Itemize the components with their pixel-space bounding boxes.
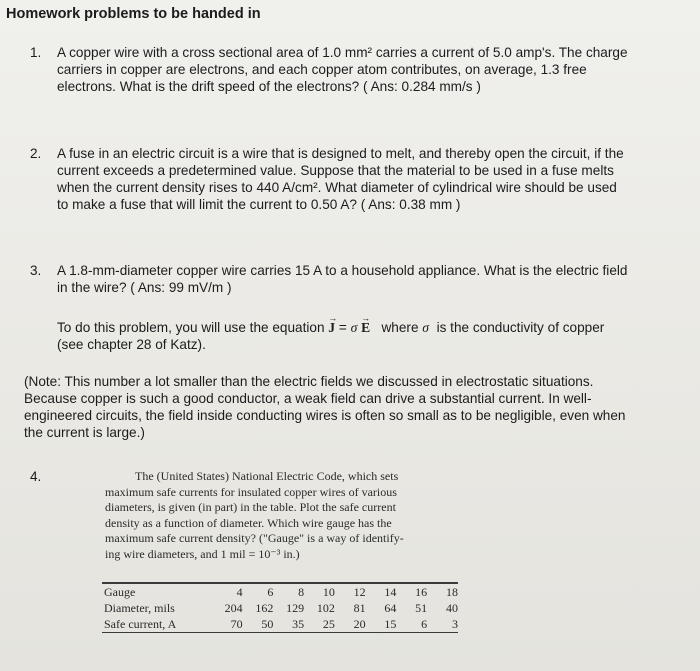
problem-line: to make a fuse that will limit the current to 0.50 A? ( Ans: 0.38 mm ): [57, 197, 461, 212]
current-density-symbol: J →: [328, 320, 335, 335]
table-cell: 204: [224, 601, 243, 615]
table-cell: 14: [384, 585, 397, 599]
method-text: where: [370, 320, 423, 335]
table-cell: 81: [353, 601, 366, 615]
note-line: engineered circuits, the field inside conducting wires is often so small as to be negligible, even when: [24, 408, 626, 423]
method-line: (see chapter 28 of Katz).: [57, 337, 206, 352]
problem-number: 2.: [30, 146, 42, 161]
table-cell: 4: [236, 585, 243, 599]
table-cell: 162: [255, 601, 274, 615]
problem-line: A copper wire with a cross sectional area of 1.0 mm² carries a current of 5.0 amp's. The charge: [57, 45, 628, 60]
excerpt-line: maximum safe current density? ("Gauge" is a way of identify-: [105, 531, 404, 545]
table-cell: 40: [446, 601, 458, 615]
row-label: Gauge: [104, 585, 136, 599]
excerpt-line: ing wire diameters, and 1 mil = 10⁻³ in.): [105, 546, 300, 561]
problem-text: [57, 262, 627, 296]
table-cell: 16: [415, 585, 428, 599]
method-text: To do this problem, you will use the equation: [57, 320, 329, 335]
row-label: Safe current, A: [104, 617, 177, 631]
table-row: [102, 616, 458, 633]
problem-number: 3.: [30, 263, 42, 278]
table-cell: 35: [292, 617, 305, 631]
textbook-excerpt: [105, 469, 457, 562]
row-label: Diameter, mils: [104, 601, 175, 615]
table-cell: 6: [267, 585, 274, 599]
electric-field-symbol: E →: [361, 320, 370, 335]
table-cell: 50: [261, 617, 274, 631]
problem-line: current exceeds a predetermined value. Suppose that the material to be used in a fuse melts: [57, 163, 614, 178]
wire-gauge-table: [102, 582, 458, 633]
note-line: Because copper is such a good conductor, a weak field can drive a substantial current. In well-: [24, 391, 592, 406]
problem-line: when the current density rises to 440 A/cm². What diameter of cylindrical wire should be used: [57, 180, 617, 195]
sigma-symbol: σ: [422, 320, 430, 335]
table-row: [102, 583, 458, 600]
table-cell: 20: [353, 617, 366, 631]
equals-sign: =: [335, 320, 351, 335]
sigma-symbol: σ: [350, 320, 358, 335]
method-text: is the conductivity of copper: [429, 320, 605, 335]
table-cell: 18: [446, 585, 458, 599]
table-cell: 10: [322, 585, 335, 599]
problem-line: in the wire? ( Ans: 99 mV/m ): [57, 280, 232, 295]
note-line: (Note: This number a lot smaller than the electric fields we discussed in electrostatic situations.: [24, 374, 594, 389]
problem-number: 1.: [30, 45, 42, 60]
problem-line: carriers in copper are electrons, and each copper atom contributes, on average, 1.3 free: [57, 62, 587, 77]
problem-line: A fuse in an electric circuit is a wire that is designed to melt, and thereby open the circuit, if the: [57, 146, 624, 161]
table-cell: 129: [286, 601, 305, 615]
page-heading: Homework problems to be handed in: [6, 6, 261, 22]
problem-text: [57, 44, 628, 95]
excerpt-line: maximum safe currents for insulated copper wires of various: [105, 484, 397, 499]
excerpt-line: diameters, is given (in part) in the table. Plot the safe current: [105, 500, 396, 514]
table-cell: 6: [421, 617, 428, 631]
table-cell: 8: [298, 585, 305, 599]
excerpt-line: density as a function of diameter. Which wire gauge has the: [105, 515, 392, 530]
table-cell: 70: [230, 617, 243, 631]
table-cell: 3: [452, 617, 458, 631]
note-paragraph: [24, 373, 626, 441]
problem-text: [57, 145, 624, 213]
table-cell: 15: [384, 617, 397, 631]
table-cell: 102: [316, 601, 335, 615]
table-cell: 64: [384, 601, 397, 615]
note-line: the current is large.): [24, 425, 145, 440]
equation-line: [57, 319, 604, 336]
table-row: [102, 600, 458, 616]
table-cell: 12: [353, 585, 366, 599]
table-cell: 25: [322, 617, 335, 631]
table-cell: 51: [415, 601, 428, 615]
problem-line: electrons. What is the drift speed of the electrons? ( Ans: 0.284 mm/s ): [57, 79, 481, 94]
problem-line: A 1.8-mm-diameter copper wire carries 15 A to a household appliance. What is the electric field: [57, 263, 628, 278]
problem-number: 4.: [30, 469, 42, 484]
method-paragraph: [57, 319, 604, 353]
excerpt-line: The (United States) National Electric Code, which sets: [135, 469, 399, 483]
